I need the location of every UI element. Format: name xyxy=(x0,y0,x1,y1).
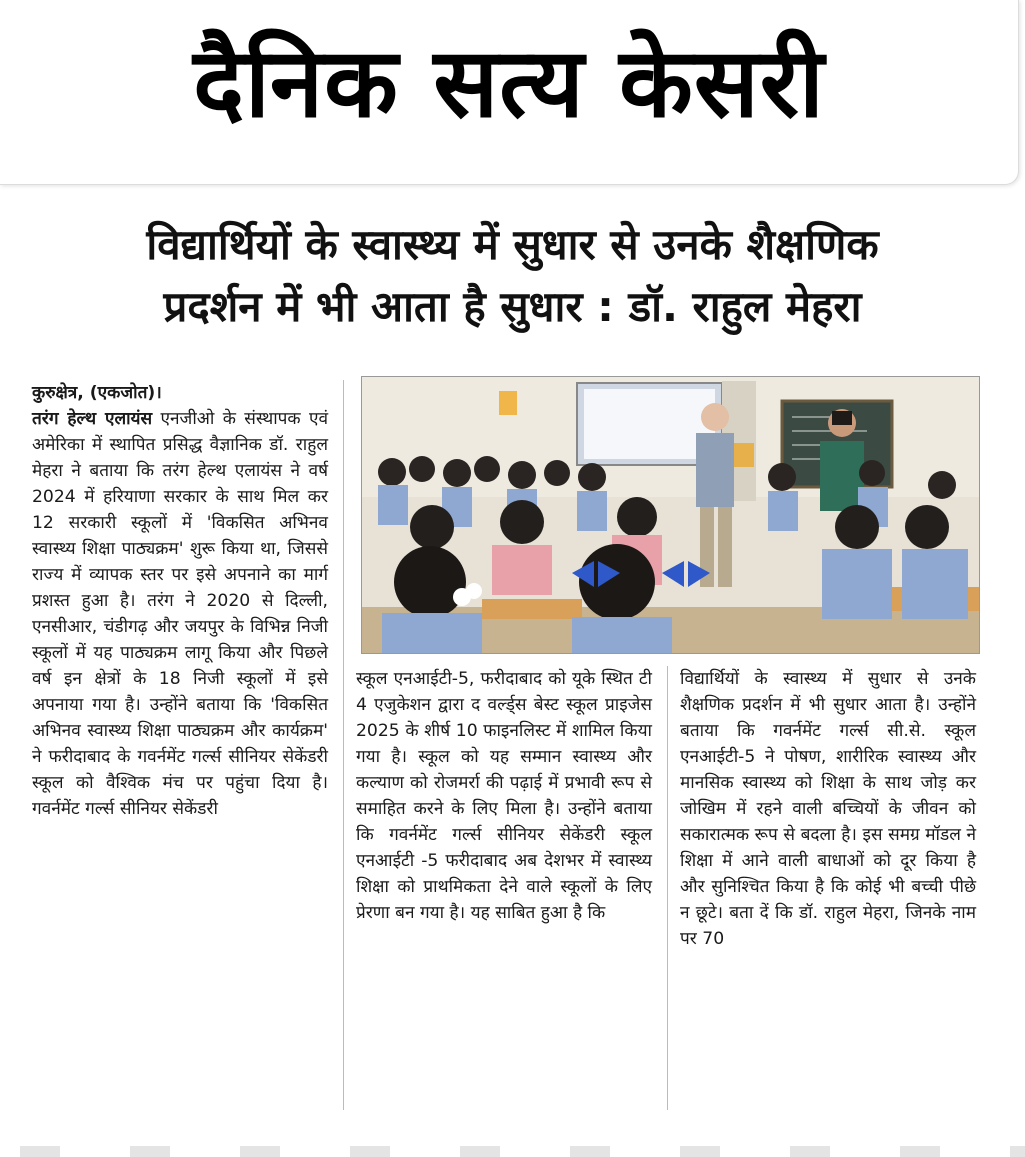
article-column-3 xyxy=(680,666,976,952)
column-3-text: विद्यार्थियों के स्वास्थ्य में सुधार से उनके शैक्षणिक प्रदर्शन में भी सुधार आता है। उन्होंने बताया कि गवर्नमेंट गर्ल्स सी.से. स्कूल एनआईटी-5 ने पोषण, शारीरिक स्वास्थ्य और मानसिक स्वास्थ्य को शिक्षा के साथ जोड़ कर जोखिम में रहने वाली बच्चियों के जीवन को सकारात्मक रूप से बदला है। इस समग्र मॉडल ने शिक्षा में आने वाली बाधाओं को दूर किया है और सुनिश्चित किया है कि कोई भी बच्ची पीछे न छूटे। बता दें कि डॉ. राहुल मेहरा, जिनके नाम पर 70 xyxy=(680,669,976,949)
classroom-photo-illustration xyxy=(362,377,979,653)
column-2-text: स्कूल एनआईटी-5, फरीदाबाद को यूके स्थित टी 4 एजुकेशन द्वारा द वर्ल्ड्स बेस्ट स्कूल प्राइजेस 2025 के शीर्ष 10 फाइनलिस्ट में शामिल किया गया है। स्कूल को यह सम्मान स्वास्थ्य और कल्याण को रोजमर्रा की पढ़ाई में प्रभावी रूप से समाहित करने के लिए मिला है। उन्होंने बताया कि गवर्नमेंट गर्ल्स सीनियर सेकेंडरी स्कूल एनआईटी -5 फरीदाबाद अब देशभर में स्वास्थ्य शिक्षा को प्राथमिकता देने वाले स्कूलों के लिए प्रेरणा बन गया है। यह साबित हुआ है कि xyxy=(356,669,652,923)
column-1-text xyxy=(32,406,328,822)
classroom-photo xyxy=(361,376,980,654)
article-column-1 xyxy=(32,380,328,822)
newspaper-title: दैनिक सत्य केसरी xyxy=(193,27,825,139)
lead-organization-name: तरंग हेल्थ एलायंस xyxy=(32,409,153,429)
article-column-2 xyxy=(356,666,652,926)
masthead xyxy=(0,0,1019,185)
column-1-body: एनजीओ के संस्थापक एवं अमेरिका में स्थापित प्रसिद्ध वैज्ञानिक डॉ. राहुल मेहरा ने बताया कि तरंग हेल्थ एलायंस ने वर्ष 2024 में हरियाणा सरकार के साथ मिल कर 12 सरकारी स्कूलों में 'विकसित अभिनव स्वास्थ्य शिक्षा पाठ्यक्रम' शुरू किया था, जिससे राज्य में व्यापक स्तर पर इसे अपनाने का मार्ग प्रशस्त हुआ है। तरंग ने 2020 से दिल्ली, एनसीआर, चंडीगढ़ और जयपुर के विभिन्न निजी स्कूलों में यह पाठ्यक्रम लागू किया और पिछले वर्ष इन क्षेत्रों के 18 निजी स्कूलों में इसे अपनाया गया है। उन्होंने बताया कि 'विकसित अभिनव स्वास्थ्य शिक्षा पाठ्यक्रम और कार्यक्रम' ने फरीदाबाद के गवर्नमेंट गर्ल्स सीनियर सेकेंडरी स्कूल को वैश्विक मंच पर पहुंचा दिया है। गवर्नमेंट गर्ल्स सीनियर सेकेंडरी xyxy=(32,409,329,819)
column-divider-2 xyxy=(667,666,668,1110)
headline-line-2: प्रदर्शन में भी आता है सुधार : डॉ. राहुल मेहरा xyxy=(163,282,862,331)
column-divider-1 xyxy=(343,380,344,1110)
cut-off-text-edge xyxy=(0,1146,1025,1157)
article-headline xyxy=(20,214,1005,338)
dateline: कुरुक्षेत्र, (एकजोत)। xyxy=(32,383,162,403)
headline-line-1: विद्यार्थियों के स्वास्थ्य में सुधार से उनके शैक्षणिक xyxy=(146,220,879,269)
